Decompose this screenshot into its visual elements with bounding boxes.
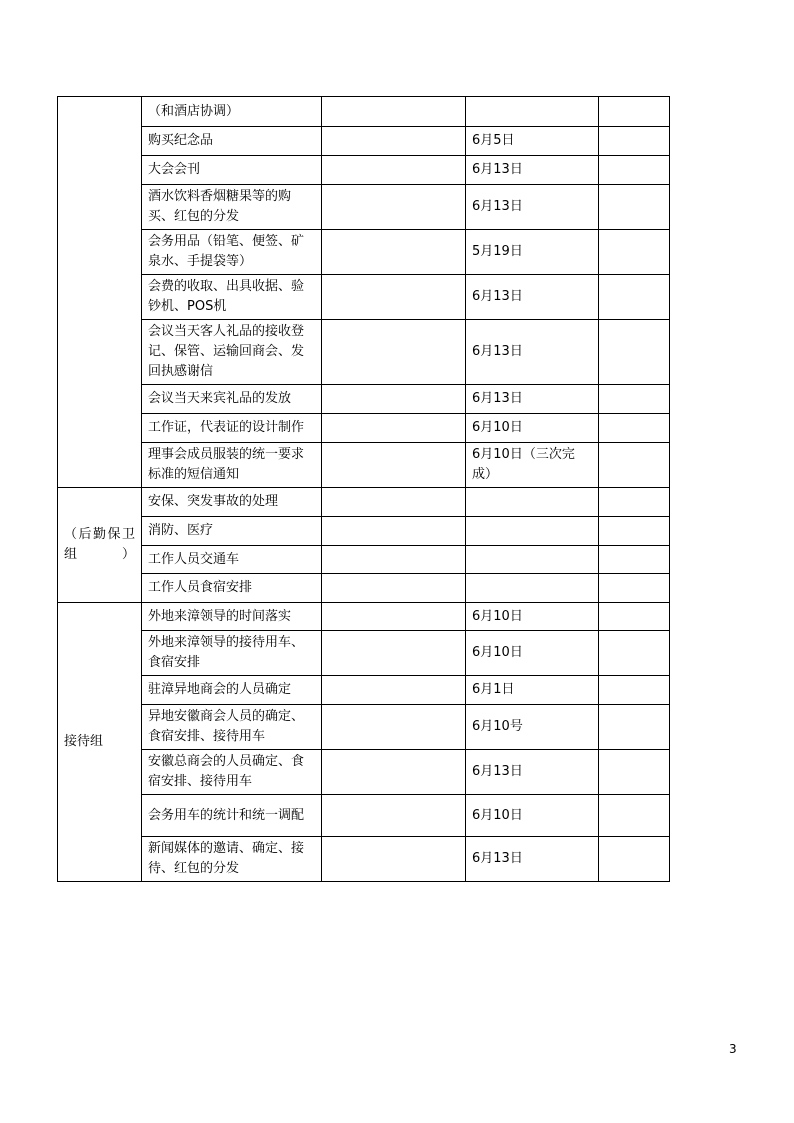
note-cell (599, 795, 670, 837)
owner-cell (322, 414, 466, 443)
table-row (58, 230, 670, 275)
note-cell (599, 320, 670, 385)
owner-cell (322, 385, 466, 414)
task-cell: 工作证，代表证的设计制作 (142, 414, 322, 443)
note-cell (599, 546, 670, 574)
owner-cell (322, 837, 466, 882)
task-cell: 外地来漳领导的接待用车、食宿安排 (142, 631, 322, 676)
schedule-table (57, 96, 670, 882)
task-cell: 异地安徽商会人员的确定、食宿安排、接待用车 (142, 705, 322, 750)
owner-cell (322, 230, 466, 275)
table-row (58, 676, 670, 705)
task-cell: 安徽总商会的人员确定、食宿安排、接待用车 (142, 750, 322, 795)
table-row (58, 488, 670, 517)
task-cell: 安保、突发事故的处理 (142, 488, 322, 517)
date-cell: 6月13日 (466, 185, 599, 230)
table-row (58, 603, 670, 631)
table-row (58, 97, 670, 127)
date-cell (466, 97, 599, 127)
table-row (58, 517, 670, 546)
date-cell (466, 546, 599, 574)
table-row (58, 185, 670, 230)
date-cell: 5月19日 (466, 230, 599, 275)
owner-cell (322, 443, 466, 488)
date-cell (466, 574, 599, 603)
date-cell: 6月13日 (466, 320, 599, 385)
table-row (58, 750, 670, 795)
date-cell: 6月10号 (466, 705, 599, 750)
date-cell (466, 488, 599, 517)
owner-cell (322, 127, 466, 156)
owner-cell (322, 517, 466, 546)
task-cell: 会务用品（铅笔、便签、矿泉水、手提袋等） (142, 230, 322, 275)
date-cell: 6月13日 (466, 385, 599, 414)
note-cell (599, 275, 670, 320)
owner-cell (322, 574, 466, 603)
note-cell (599, 517, 670, 546)
table-row (58, 795, 670, 837)
note-cell (599, 385, 670, 414)
owner-cell (322, 750, 466, 795)
owner-cell (322, 185, 466, 230)
note-cell (599, 750, 670, 795)
note-cell (599, 574, 670, 603)
note-cell (599, 230, 670, 275)
date-cell: 6月10日 (466, 603, 599, 631)
table-row (58, 546, 670, 574)
task-cell: 工作人员食宿安排 (142, 574, 322, 603)
date-cell: 6月13日 (466, 275, 599, 320)
note-cell (599, 631, 670, 676)
task-cell: 新闻媒体的邀请、确定、接待、红包的分发 (142, 837, 322, 882)
note-cell (599, 603, 670, 631)
page-number: 3 (729, 1042, 737, 1056)
table-row (58, 443, 670, 488)
task-cell: 会费的收取、出具收据、验钞机、POS机 (142, 275, 322, 320)
task-cell: 购买纪念品 (142, 127, 322, 156)
date-cell: 6月10日 (466, 631, 599, 676)
date-cell: 6月10日（三次完成） (466, 443, 599, 488)
table-row (58, 414, 670, 443)
note-cell (599, 185, 670, 230)
owner-cell (322, 488, 466, 517)
owner-cell (322, 546, 466, 574)
group-cell-reception: 接待组 (58, 603, 142, 882)
task-cell: 会议当天客人礼品的接收登记、保管、运输回商会、发回执感谢信 (142, 320, 322, 385)
group-cell-continued (58, 97, 142, 488)
table-row (58, 156, 670, 185)
note-cell (599, 97, 670, 127)
note-cell (599, 127, 670, 156)
note-cell (599, 676, 670, 705)
owner-cell (322, 97, 466, 127)
table-row (58, 275, 670, 320)
date-cell: 6月13日 (466, 750, 599, 795)
note-cell (599, 705, 670, 750)
note-cell (599, 156, 670, 185)
date-cell: 6月10日 (466, 414, 599, 443)
owner-cell (322, 705, 466, 750)
task-cell: 大会会刊 (142, 156, 322, 185)
date-cell: 6月10日 (466, 795, 599, 837)
table-row (58, 127, 670, 156)
task-cell: 理事会成员服装的统一要求标准的短信通知 (142, 443, 322, 488)
group-cell-logistics: （后勤保卫组） (58, 488, 142, 603)
task-cell: 会议当天来宾礼品的发放 (142, 385, 322, 414)
note-cell (599, 443, 670, 488)
date-cell: 6月1日 (466, 676, 599, 705)
task-cell: （和酒店协调） (142, 97, 322, 127)
date-cell: 6月13日 (466, 156, 599, 185)
date-cell: 6月13日 (466, 837, 599, 882)
table-row (58, 631, 670, 676)
table-row (58, 385, 670, 414)
date-cell (466, 517, 599, 546)
task-cell: 会务用车的统计和统一调配 (142, 795, 322, 837)
owner-cell (322, 320, 466, 385)
owner-cell (322, 156, 466, 185)
note-cell (599, 837, 670, 882)
table-row (58, 705, 670, 750)
task-cell: 驻漳异地商会的人员确定 (142, 676, 322, 705)
table-row (58, 574, 670, 603)
task-cell: 工作人员交通车 (142, 546, 322, 574)
owner-cell (322, 676, 466, 705)
task-cell: 消防、医疗 (142, 517, 322, 546)
table-row (58, 320, 670, 385)
owner-cell (322, 603, 466, 631)
note-cell (599, 414, 670, 443)
owner-cell (322, 631, 466, 676)
task-cell: 酒水饮料香烟糖果等的购买、红包的分发 (142, 185, 322, 230)
task-cell: 外地来漳领导的时间落实 (142, 603, 322, 631)
owner-cell (322, 795, 466, 837)
owner-cell (322, 275, 466, 320)
date-cell: 6月5日 (466, 127, 599, 156)
note-cell (599, 488, 670, 517)
table-row (58, 837, 670, 882)
